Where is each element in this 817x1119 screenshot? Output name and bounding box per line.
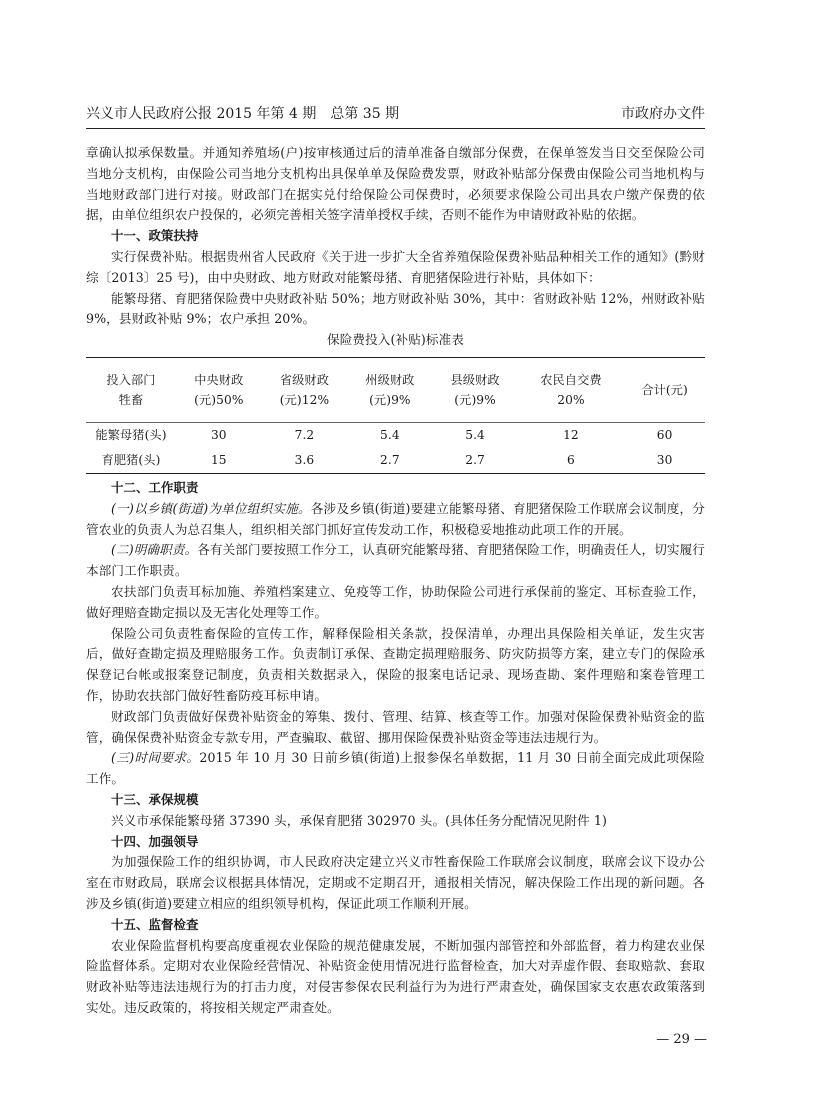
paragraph-item-3	[86, 748, 705, 790]
section-heading-11: 十一、政策扶持	[111, 228, 199, 244]
subsidy-table	[86, 357, 705, 474]
table-row	[86, 422, 705, 448]
paragraph-supervision: 农业保险监督机构要高度重视农业保险的规范健康发展，不断加强内部管控和外部监督，着力构建农业保险监督体系。定期对农业保险经营情况、补贴资金使用情况进行监督检查，加大对弄虚作假、套取赔款、套取财政补贴等违法违规行为的打击力度，对侵害参保农民利益行为为进行严肃查处，确保国家支农惠农政策落到实处。违反政策的，将按相关规定严肃查处。	[86, 937, 705, 1015]
section-heading-15: 十五、监督检查	[111, 916, 199, 932]
section-heading-14: 十四、加强领导	[111, 833, 199, 849]
column-header: 州级财政 (元)9%	[365, 372, 415, 407]
table-cell: 3.6	[294, 453, 315, 468]
paragraph-item-1	[86, 499, 705, 541]
table-cell: 6	[567, 453, 575, 468]
item-2-body: 各有关部门要按照工作分工，认真研究能繁母猪、育肥猪保险工作，明确责任人，切实履行本部门工作职责。	[86, 542, 705, 579]
paragraph-finance-dept: 财政部门负责做好保费补贴资金的筹集、拨付、管理、结算、核查等工作。加强对保险保费补贴资金的监管，确保保费补贴资金专款专用，严查骗取、截留、挪用保险保费补贴资金等违法违规行为。	[86, 708, 705, 745]
column-header: 县级财政 (元)9%	[450, 372, 500, 407]
column-header: 农民自交费 20%	[540, 372, 602, 407]
item-1-body: 各涉及乡镇(街道)要建立能繁母猪、育肥猪保险工作联席会议制度，分管农业的负责人为总召集人，组织相关部门抓好宣传发动工作，积极稳妥地推动此项工作的开展。	[86, 500, 705, 537]
paragraph-scale: 兴义市承保能繁母猪 37390 头，承保育肥猪 302970 头。(具体任务分配情况见附件 1)	[111, 812, 608, 828]
table-header-row	[86, 357, 705, 422]
table-cell: 5.4	[465, 428, 485, 443]
column-header-total: 合计(元)	[641, 382, 688, 397]
item-2-heading: (二)明确职责。	[111, 542, 198, 558]
paragraph-continued: 章确认拟承保数量。并通知养殖场(户)按审核通过后的清单准备自缴部分保费，在保单签发当日交至保险公司当地分支机构，由保险公司当地分支机构出具保单单及保险费发票，财政补贴部分保费由保险公司当地机构与当地财政部门进行对接。财政部门在据实兑付给保险公司保费时，必须要求保险公司出具农户缴产保费的依据，由单位组织农户投保的，必须完善相关签字清单授权手续，否则不能作为申请财政补贴的依据。	[86, 145, 705, 223]
corner-bottom-label: 牲畜	[118, 392, 144, 407]
paragraph-item-2	[86, 540, 705, 582]
table-cell: 12	[563, 428, 579, 443]
column-header: 中央财政 (元)50%	[194, 372, 244, 407]
document-body	[86, 143, 705, 1019]
table-row	[86, 448, 705, 474]
paragraph-leadership: 为加强保险工作的组织协调，市人民政府决定建立兴义市牲畜保险工作联席会议制度，联席会议下设办公室在市财政局，联席会议根据具体情况，定期或不定期召开，通报相关情况，解决保险工作出现的新问题。各涉及乡镇(街道)要建立相应的组织领导机构，保证此项工作顺利开展。	[86, 854, 705, 911]
table-cell: 60	[656, 428, 673, 443]
table-cell: 15	[210, 453, 227, 468]
table-title: 保险费投入(补贴)标准表	[327, 332, 464, 348]
corner-top-label: 投入部门	[106, 372, 156, 387]
table-corner-header	[86, 357, 176, 422]
table-cell: 5.4	[380, 428, 400, 443]
paragraph-agriculture-dept: 农扶部门负责耳标加施、养殖档案建立、免疫等工作，协助保险公司进行承保前的鉴定、耳标查验工作，做好理赔查勘定损以及无害化处理等工作。	[86, 583, 705, 620]
section-heading-12: 十二、工作职责	[111, 479, 199, 495]
table-cell: 30	[656, 453, 673, 468]
page-header	[86, 104, 705, 128]
table-cell: 2.7	[465, 453, 485, 468]
section-label: 市政府办文件	[621, 106, 705, 122]
item-3-body: 2015 年 10 月 30 日前乡镇(街道)上报参保名单数据，11 月 30 日前全面完成此项保险工作。	[86, 750, 705, 787]
row-label: 育肥猪(头)	[101, 453, 161, 468]
paragraph-insurance-company: 保险公司负责牲畜保险的宣传工作，解释保险相关条款，投保清单，办理出具保险相关单证，发生灾害后，做好查勘定损及理赔服务工作。负责制订承保、查勘定损理赔服务、防灾防损等方案，建立专门的保险承保登记台帐或报案登记制度，负责相关数据录入，保险的报案电话记录、现场查勘、案件理赔和案卷管理工作，协助农扶部门做好牲畜防疫耳标申请。	[86, 625, 705, 703]
row-label: 能繁母猪(头)	[95, 428, 167, 443]
header-rule	[86, 128, 705, 129]
table-cell: 7.2	[294, 428, 315, 443]
bulletin-title: 兴义市人民政府公报 2015 年第 4 期 总第 35 期	[86, 106, 400, 122]
page-number: — 29 —	[656, 1032, 707, 1047]
item-1-heading: (一)以乡镇(街道)为单位组织实施。	[111, 500, 311, 516]
paragraph-subsidy-ratio: 能繁母猪、育肥猪保险费中央财政补贴 50%；地方财政补贴 30%，其中：省财政补贴 12%，州财政补贴 9%，县财政补贴 9%；农户承担 20%。	[86, 290, 705, 327]
table-cell: 2.7	[380, 453, 400, 468]
item-3-heading: (三)时间要求。	[111, 750, 200, 766]
column-header: 省级财政 (元)12%	[279, 372, 330, 407]
table-cell: 30	[210, 428, 227, 443]
paragraph-subsidy: 实行保费补贴。根据贵州省人民政府《关于进一步扩大全省养殖保险保费补贴品种相关工作的通知》(黔财综〔2013〕25 号)，由中央财政、地方财政对能繁母猪、育肥猪保险进行补贴，具体如下：	[86, 248, 705, 285]
section-heading-13: 十三、承保规模	[111, 791, 199, 807]
